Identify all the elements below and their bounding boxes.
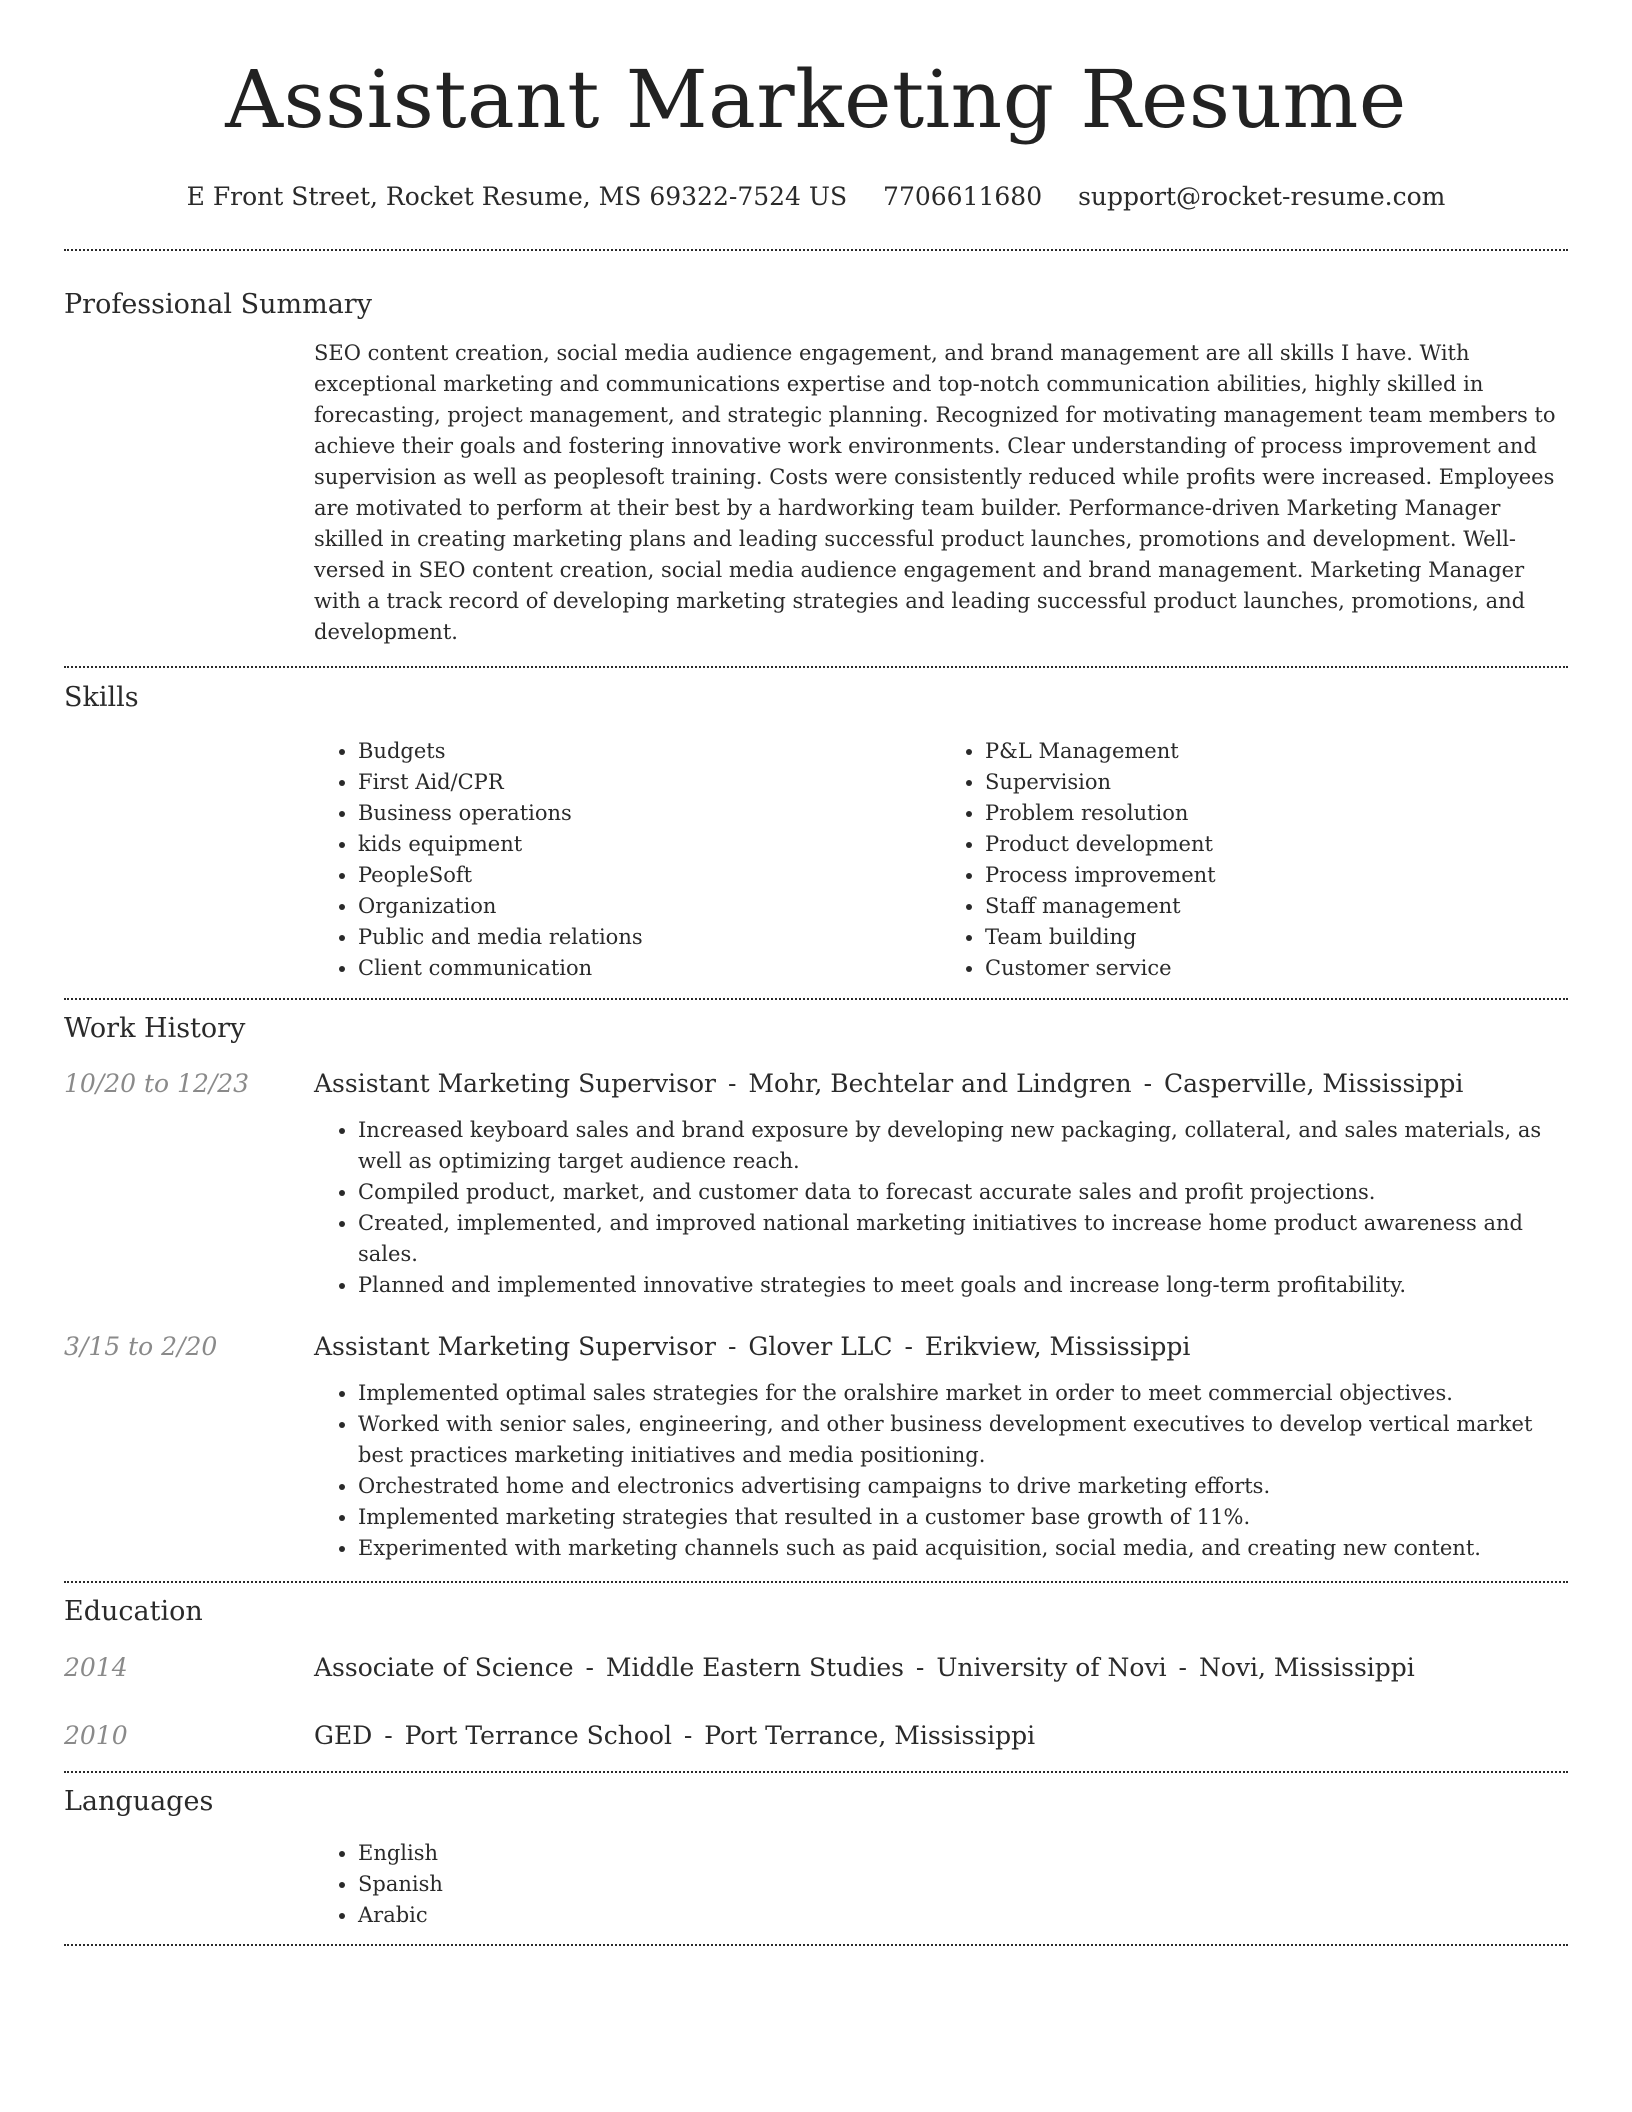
education-year: 2014 (64, 1653, 128, 1682)
job-bullet: • Planned and implemented innovative strategies to meet goals and increase long-term profitability. (358, 1270, 1568, 1301)
education-degree: Associate of Science (314, 1653, 574, 1682)
language-item: • Arabic (358, 1900, 1568, 1931)
skill-item: • PeopleSoft (358, 860, 941, 891)
education-title: Education (64, 1596, 203, 1627)
education-degree: GED (314, 1721, 373, 1750)
job-role: Assistant Marketing Supervisor (314, 1069, 717, 1098)
skill-item: • Product development (985, 829, 1568, 860)
contact-email: support@rocket-resume.com (1078, 182, 1446, 211)
education-location: Port Terrance, Mississippi (704, 1721, 1036, 1750)
job-bullet: • Created, implemented, and improved national marketing initiatives to increase home product awareness and sales. (358, 1208, 1568, 1270)
job-heading (314, 1068, 1463, 1100)
skills-list-right (941, 736, 1568, 984)
divider (64, 1944, 1568, 1946)
separator: - (683, 1721, 693, 1750)
job-bullet: • Increased keyboard sales and brand exposure by developing new packaging, collateral, and sales materials, as well as optimizing target audience reach. (358, 1115, 1568, 1177)
job-bullet-list (314, 1115, 1568, 1301)
job-dates: 3/15 to 2/20 (64, 1332, 218, 1361)
skill-item: • Business operations (358, 798, 941, 829)
divider (64, 1771, 1568, 1773)
resume-title: Assistant Marketing Resume (225, 53, 1407, 146)
separator: - (915, 1653, 925, 1682)
skill-item: • Team building (985, 922, 1568, 953)
job-company: Glover LLC (748, 1332, 893, 1361)
job-bullet: • Experimented with marketing channels such as paid acquisition, social media, and creating new content. (358, 1533, 1568, 1564)
education-field: Middle Eastern Studies (605, 1653, 904, 1682)
job-role: Assistant Marketing Supervisor (314, 1332, 717, 1361)
education-entry (64, 1652, 1568, 1684)
job-entry (64, 1068, 1568, 1301)
languages-content (314, 1838, 1568, 1931)
job-bullet: • Implemented marketing strategies that resulted in a customer base growth of 11%. (358, 1502, 1568, 1533)
skill-item: • kids equipment (358, 829, 941, 860)
education-year: 2010 (64, 1721, 128, 1750)
education-heading (314, 1652, 1415, 1684)
language-item: • Spanish (358, 1869, 1568, 1900)
skill-item: • Public and media relations (358, 922, 941, 953)
separator: - (727, 1069, 737, 1098)
skill-item: • P&L Management (985, 736, 1568, 767)
job-bullet: • Worked with senior sales, engineering, and other business development executives to develop vertical market best practices marketing initiatives and media positioning. (358, 1409, 1568, 1471)
job-heading (314, 1331, 1190, 1363)
contact-phone: 7706611680 (883, 182, 1043, 211)
job-location: Erikview, Mississippi (924, 1332, 1191, 1361)
language-item: • English (358, 1838, 1568, 1869)
skills-list-left (314, 736, 941, 984)
divider (64, 1581, 1568, 1583)
job-company: Mohr, Bechtelar and Lindgren (748, 1069, 1132, 1098)
languages-list (314, 1838, 1568, 1931)
job-dates: 10/20 to 12/23 (64, 1069, 250, 1098)
divider (64, 666, 1568, 668)
skill-item: • Budgets (358, 736, 941, 767)
skill-item: • Organization (358, 891, 941, 922)
skill-item: • Staff management (985, 891, 1568, 922)
job-bullets (314, 1115, 1568, 1301)
work-history-section (64, 1013, 1568, 1564)
contact-address: E Front Street, Rocket Resume, MS 69322-7524 US (186, 182, 848, 211)
contact-info (64, 182, 1568, 212)
job-bullet: • Implemented optimal sales strategies for the oralshire market in order to meet commercial objectives. (358, 1378, 1568, 1409)
education-heading (314, 1720, 1035, 1752)
skill-item: • Supervision (985, 767, 1568, 798)
divider (64, 249, 1568, 251)
education-section (64, 1596, 1568, 1752)
education-entry (64, 1720, 1568, 1752)
work-history-title: Work History (64, 1013, 246, 1044)
skill-item: • Client communication (358, 953, 941, 984)
skill-item: • Problem resolution (985, 798, 1568, 829)
job-bullet: • Orchestrated home and electronics advertising campaigns to drive marketing efforts. (358, 1471, 1568, 1502)
education-location: Novi, Mississippi (1198, 1653, 1415, 1682)
summary-content (314, 338, 1568, 648)
skill-item: • First Aid/CPR (358, 767, 941, 798)
separator: - (384, 1721, 393, 1750)
skills-title: Skills (64, 682, 139, 713)
skills-section (64, 682, 1568, 984)
job-bullets (314, 1378, 1568, 1564)
job-bullet: • Compiled product, market, and customer data to forecast accurate sales and profit projections. (358, 1177, 1568, 1208)
languages-title: Languages (64, 1786, 214, 1817)
skills-grid (314, 736, 1568, 984)
skill-item: • Process improvement (985, 860, 1568, 891)
divider (64, 998, 1568, 1000)
summary-text: SEO content creation, social media audience engagement, and brand management are all skills I have. With exceptional marketing and communications expertise and top-notch communication abilities, highly skilled in forecasting, project management, and strategic planning. Recognized for motivating management team members to achieve their goals and fostering innovative work environments. Clear understanding of process improvement and supervision as well as peoplesoft training. Costs were consistently reduced while profits were increased. Employees are motivated to perform at their best by a hardworking team builder. Performance-driven Marketing Manager skilled in creating marketing plans and leading successful product launches, promotions and development. Well-versed in SEO content creation, social media audience engagement and brand management. Marketing Manager with a track record of developing marketing strategies and leading successful product launches, promotions, and development. (314, 341, 1556, 644)
education-school: Port Terrance School (404, 1721, 672, 1750)
separator: - (904, 1332, 913, 1361)
job-header (64, 1068, 1568, 1100)
summary-title: Professional Summary (64, 289, 372, 320)
summary-section (64, 289, 1568, 648)
languages-section (64, 1786, 1568, 1931)
separator: - (1178, 1653, 1187, 1682)
separator: - (585, 1653, 594, 1682)
job-bullet-list (314, 1378, 1568, 1564)
separator: - (1143, 1069, 1153, 1098)
job-entry (64, 1331, 1568, 1564)
job-location: Casperville, Mississippi (1164, 1069, 1464, 1098)
job-header (64, 1331, 1568, 1363)
separator: - (727, 1332, 737, 1361)
skill-item: • Customer service (985, 953, 1568, 984)
education-school: University of Novi (936, 1653, 1167, 1682)
